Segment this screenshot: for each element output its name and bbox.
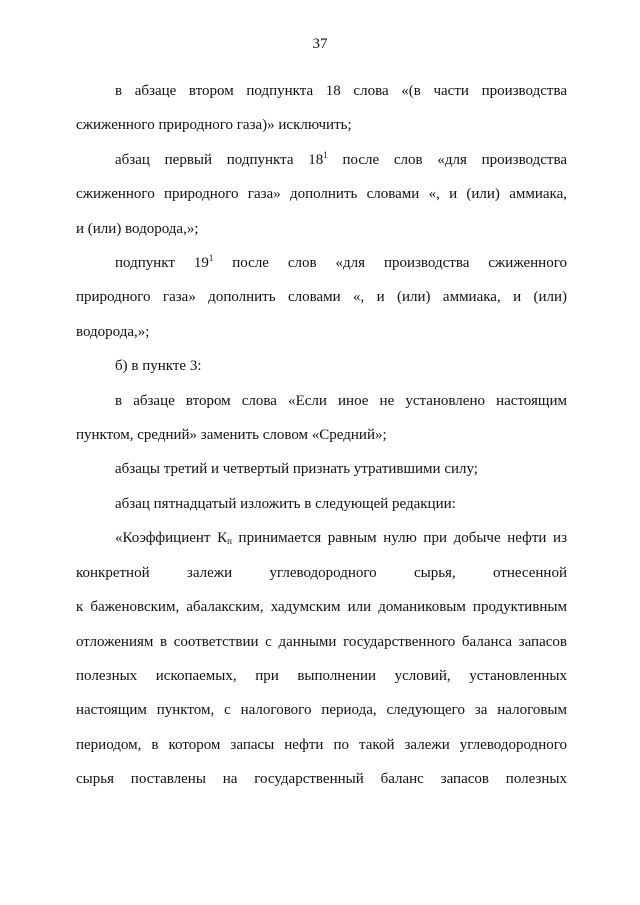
paragraph-line: в абзаце втором подпункта 18 слова «(в части производства xyxy=(115,83,567,99)
paragraph-line: к баженовским, абалакским, хадумским или доманиковым продуктивным xyxy=(76,599,567,616)
paragraph-line: периодом, в котором запасы нефти по такой залежи углеводородного xyxy=(76,736,567,753)
paragraph-3 xyxy=(76,246,567,349)
line-text: принимается равным нулю при добыче нефти из xyxy=(231,530,567,547)
line-text: абзац первый подпункта 18 xyxy=(115,151,324,168)
paragraph-line: полезных ископаемых, при выполнении условий, установленных xyxy=(76,667,567,684)
paragraph-line: и (или) водорода,»; xyxy=(76,220,199,237)
paragraph-5 xyxy=(76,384,567,453)
paragraph-line: пунктом, средний» заменить словом «Средний»; xyxy=(76,427,387,444)
paragraph-line: водорода,»; xyxy=(76,323,150,340)
paragraph-7 xyxy=(76,487,567,521)
subscript: п xyxy=(227,536,232,547)
line-text: подпункт 19 xyxy=(115,255,209,272)
paragraph-8 xyxy=(76,521,567,796)
paragraph-line: настоящим пунктом, с налогового периода, следующего за налоговым xyxy=(76,702,567,719)
document-body xyxy=(76,74,567,797)
line-text: «Коэффициент К xyxy=(115,530,228,547)
paragraph-line: абзацы третий и четвертый признать утратившими силу; xyxy=(115,461,478,478)
paragraph-line: абзац пятнадцатый изложить в следующей редакции: xyxy=(115,495,456,512)
paragraph-line: б) в пункте 3: xyxy=(115,358,202,375)
superscript: 1 xyxy=(323,149,328,160)
paragraph-line: сжиженного природного газа» дополнить словами «, и (или) аммиака, xyxy=(76,186,567,203)
paragraph-line: конкретной залежи углеводородного сырья, отнесенной xyxy=(76,564,567,581)
paragraph-line xyxy=(76,521,567,555)
paragraph-2 xyxy=(76,143,567,246)
paragraph-4 xyxy=(76,349,567,383)
paragraph-line: в абзаце втором слова «Если иное не установлено настоящим xyxy=(115,392,567,409)
paragraph-line xyxy=(76,246,567,280)
paragraph-line: сырья поставлены на государственный баланс запасов полезных xyxy=(76,771,567,788)
paragraph-line: отложениям в соответствии с данными государственного баланса запасов xyxy=(76,633,567,650)
paragraph-line xyxy=(76,143,567,177)
line-text: после слов «для производства xyxy=(327,151,568,168)
page-number: 37 xyxy=(312,36,328,52)
paragraph-line: сжиженного природного газа)» исключить; xyxy=(76,117,352,134)
paragraph-6 xyxy=(76,452,567,486)
paragraph-line: природного газа» дополнить словами «, и (или) аммиака, и (или) xyxy=(76,289,567,306)
superscript: 1 xyxy=(208,253,214,264)
paragraph-1 xyxy=(76,74,567,143)
line-text: после слов «для производства сжиженного xyxy=(213,255,567,272)
